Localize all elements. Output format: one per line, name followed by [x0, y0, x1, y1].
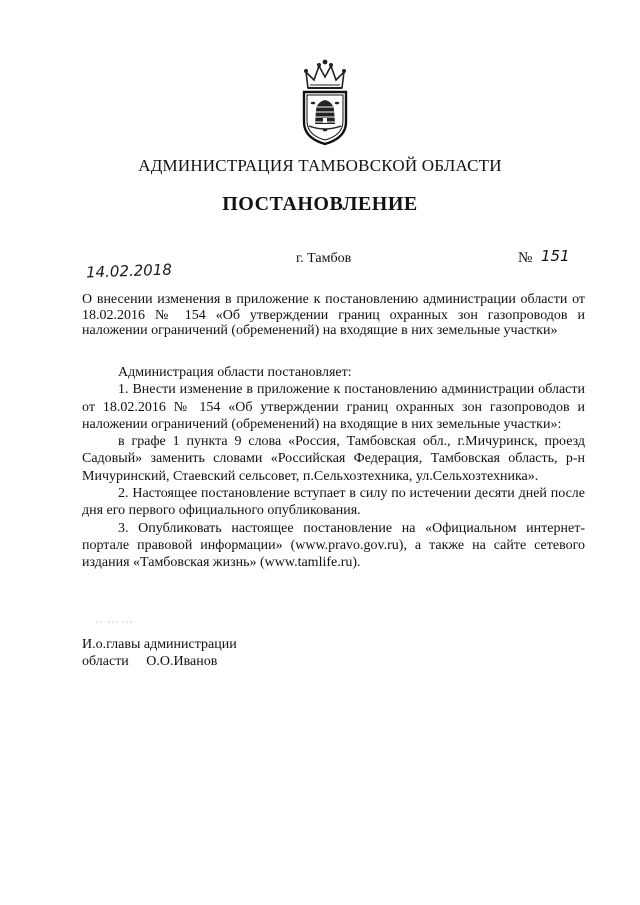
signatory-name: области О.О.Иванов [82, 654, 218, 669]
signature-block [82, 636, 382, 670]
scribble-mark [96, 620, 136, 624]
document-number: 151 [541, 247, 570, 265]
body-paragraph-preamble: Администрация области постановляет: [118, 365, 352, 380]
document-body [82, 364, 585, 572]
document-type-title: ПОСТАНОВЛЕНИЕ [222, 193, 418, 215]
document-city: г. Тамбов [296, 251, 352, 266]
coat-of-arms-icon [298, 58, 352, 146]
body-paragraph-item-1: 1. Внести изменение в приложение к постановлению администрации области от 18.02.2016 № 154 «Об утверждении границ охранных зон газопроводов и наложении ограничений (обременений) на входящие в них земельные участки»: [82, 382, 585, 432]
organization-name: АДМИНИСТРАЦИЯ ТАМБОВСКОЙ ОБЛАСТИ [138, 156, 502, 175]
subject-text: О внесении изменения в приложение к постановлению администрации области от 18.02.2016 № 154 «Об утверждении границ охранных зон газопроводов и наложении ограничений (обременений) на входящие в них земельные участки» [82, 292, 585, 338]
signatory-title: И.о.главы администрации [82, 637, 237, 652]
document-number-label: № [518, 250, 533, 266]
document-subject [82, 292, 585, 339]
body-paragraph-item-3: 3. Опубликовать настоящее постановление на «Официальном интернет-портале правовой информации» (www.pravo.gov.ru), а также на сайте сетевого издания «Тамбовская жизнь» (www.tamlife.ru). [82, 520, 585, 571]
body-paragraph-item-1-detail: в графе 1 пункта 9 слова «Россия, Тамбовская обл., г.Мичуринск, проезд Садовый» заменить словами «Российская Федерация, Тамбовская область, р-н Мичуринский, Стаевский сельсовет, п.Сельхозтехника, ул.Сельхозтехника». [82, 434, 585, 484]
document-date: 14.02.2018 [85, 260, 173, 282]
body-paragraph-item-2: 2. Настоящее постановление вступает в силу по истечении десяти дней после дня его первого официального опубликования. [82, 486, 585, 519]
